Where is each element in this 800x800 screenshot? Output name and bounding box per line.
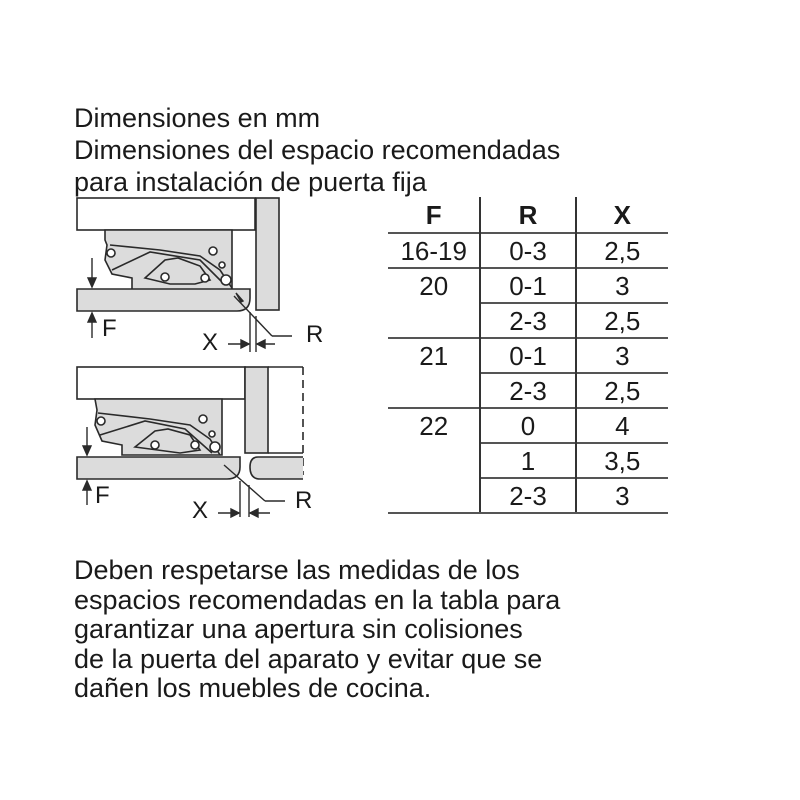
cell-r: 1 [480, 443, 575, 478]
footer-line-2: espacios recomendadas en la tabla para [74, 584, 561, 615]
cell-x: 3 [576, 478, 668, 513]
cell-r: 2-3 [480, 303, 575, 338]
footer-line-1: Deben respetarse las medidas de los [74, 555, 520, 585]
footer-line-3: garantizar una apertura sin colisiones [74, 614, 523, 644]
table-row [388, 443, 668, 478]
heading-line-1: Dimensiones en mm [74, 103, 321, 133]
heading-line-2: Dimensiones del espacio recomendadas [74, 135, 561, 165]
header-f: F [425, 199, 442, 230]
cell-f [388, 443, 480, 478]
cell-f [388, 478, 480, 513]
footer-note [74, 556, 560, 704]
cell-f [388, 303, 480, 338]
table-row [388, 408, 668, 443]
cell-r: 0-1 [480, 268, 575, 303]
label-x-bottom: X [192, 497, 209, 524]
cell-f: 21 [388, 338, 480, 373]
footer-line-4: de la puerta del aparato y evitar que se [74, 643, 543, 674]
table-row [388, 233, 668, 268]
cell-r: 0 [480, 408, 575, 443]
cell-f: 20 [388, 268, 480, 303]
cell-x: 4 [576, 408, 668, 443]
heading-line-3: para instalación de puerta fija [74, 167, 427, 197]
header-r: R [480, 197, 575, 233]
hinge-diagram-top [60, 190, 360, 360]
table-row [388, 373, 668, 408]
cell-r: 2-3 [480, 373, 575, 408]
footer-line-5: dañen los muebles de cocina. [74, 673, 432, 703]
cell-x: 3 [576, 338, 668, 373]
cell-r: 2-3 [480, 478, 575, 513]
table-row [388, 338, 668, 373]
label-r-bottom: R [295, 487, 313, 514]
table-row [388, 478, 668, 513]
heading [74, 102, 560, 198]
label-r-top: R [306, 321, 324, 348]
cell-r: 0-3 [480, 233, 575, 268]
cell-f: 22 [388, 408, 480, 443]
cell-x: 2,5 [576, 233, 668, 268]
cell-f: 16-19 [388, 233, 480, 268]
table-row [388, 268, 668, 303]
label-f-top: F [102, 315, 117, 342]
cell-x: 2,5 [576, 303, 668, 338]
header-x: X [613, 199, 631, 230]
cell-x: 2,5 [576, 373, 668, 408]
cell-x: 3,5 [576, 443, 668, 478]
table-row [388, 303, 668, 338]
cell-x: 3 [576, 268, 668, 303]
hinge-diagram-bottom [60, 355, 320, 525]
label-x-top: X [202, 329, 219, 356]
cell-r: 0-1 [480, 338, 575, 373]
label-f-bottom: F [95, 482, 110, 509]
cell-f [388, 373, 480, 408]
dimensions-table [388, 197, 668, 514]
